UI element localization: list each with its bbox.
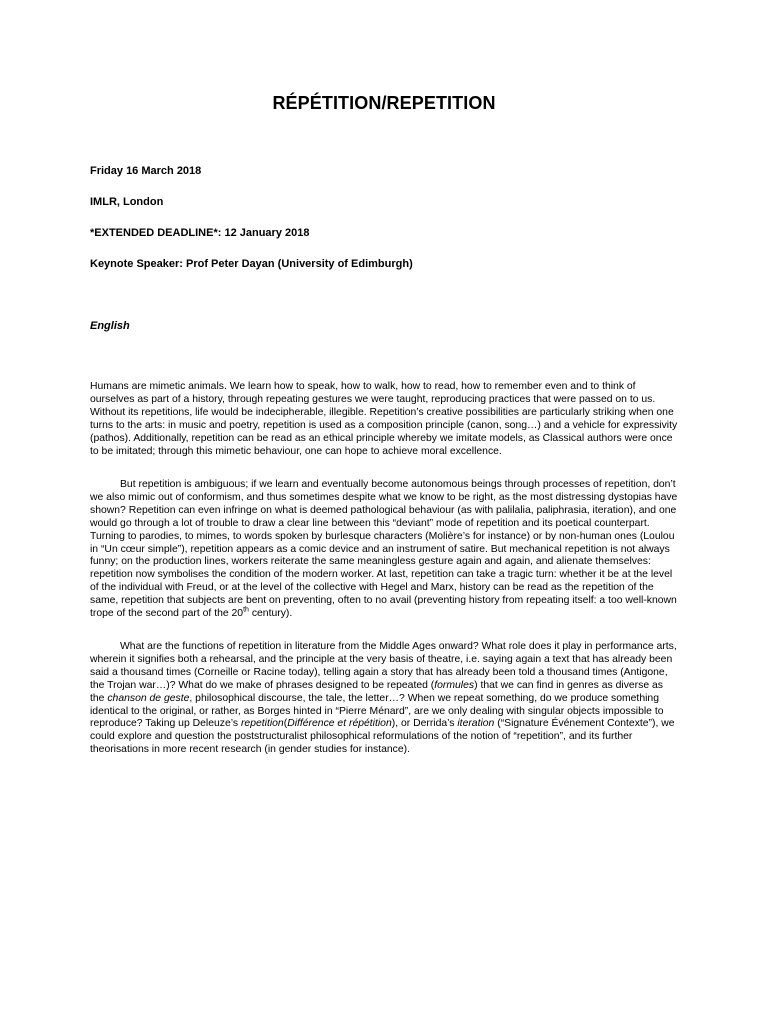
paragraph-2-main: But repetition is ambiguous; if we learn and eventually become autonomous beings through processes of repetition, don’t we also mimic out of conformism, and thus sometimes despite what we know to be right, as the most distressing dystopias have shown? Repetition can even infringe on what is deemed pathological behaviour (as with palilalia, paliphrasia, iteration), and one would go through a lot of trouble to draw a clear line between this “deviant” mode of repetition and its poetical counterpart. Turning to parodies, to mimes, to words spoken by burlesque characters (Molière’s for instance) or by non-human ones (Loulou in “Un cœur simple”), repetition appears as a comic device and an instrument of satire. But mechanical repetition is not always funny; on the production lines, workers reiterate the same meaningless gesture again and again, and alienate themselves: repetition now symbolises the condition of the modern worker. At last, repetition can take a tragic turn: whether it be at the level of the individual with Freud, or at the level of the collective with Hegel and Marx, history can be read as the repetition of the same, repetition that subjects are bent on preventing, often to no avail (preventing history from repeating itself: a too well-known trope of the second part of the 20 [90,479,678,620]
language-heading: English [90,320,130,332]
paragraph-1: Humans are mimetic animals. We learn how to speak, how to walk, how to read, how to remember even and to think of ourselves as part of a history, through repeating gestures we were taught, reproducing practices that were passed on to us. Without its repetitions, life would be indecipherable, illegible. Repetition’s creative possibilities are particularly striking when one turns to the arts: in music and poetry, repetition is used as a composition principle (canon, song…) and a vehicle for expressivity (pathos). Additionally, repetition can be read as an ethical principle whereby we imitate models, as Classical authors were once to be imitated; through this mimetic behaviour, one can hope to achieve moral excellence. [90,381,678,457]
paragraph-3-italic-iteration: iteration [457,718,495,730]
event-deadline: *EXTENDED DEADLINE*: 12 January 2018 [90,227,310,239]
page-title: RÉPÉTITION/REPETITION [272,93,496,113]
paragraph-3-italic-repetition: repetition [240,718,284,730]
paragraph-3-text-1: What are the functions of repetition in literature from the Middle Ages onward? What role does it play in performance arts, wherein it signifies both a rehearsal, and the principle at the very basis of theatre, i.e. saying again a text that has already been said a thousand times (Corneille or Racine today), telling again a story that has already been told a thousand times (Antigone, the Trojan war…)? What do we make of phrases designed to be repeated ( [90,641,677,691]
event-date: Friday 16 March 2018 [90,165,202,177]
paragraph-3-text-2: ) that we can find in genres as diverse as the [90,679,663,704]
paragraph-3-italic-difference: Différence et répétition [287,718,392,730]
event-place: IMLR, London [90,196,164,208]
paragraph-3-text-3: , philosophical discourse, the tale, the letter…? When we repeat something, do we produce something identical to the original, or rather, as Borges hinted in “Pierre Ménard”, are we only dealing with singular objects impossible to reproduce? Taking up Deleuze’s [90,692,664,730]
paragraph-2-superscript: th [243,606,249,614]
paragraph-2 [90,479,680,621]
paragraph-3-text-4: ( [283,718,288,730]
paragraph-3-italic-formules: formules [434,679,475,691]
paragraph-3 [90,641,680,757]
paragraph-3-text-5: ), or Derrida’s [391,718,458,730]
keynote-speaker: Keynote Speaker: Prof Peter Dayan (University of Edimburgh) [90,258,413,270]
paragraph-3-italic-chanson: chanson de geste [107,692,190,704]
paragraph-2-end: century). [248,608,293,620]
paragraph-3-text-6: (“Signature Événement Contexte”), we could explore and question the poststructuralist philosophical reformulations of the notion of “repetition”, and its further theorisations in more recent research (in gender studies for instance). [90,718,675,756]
